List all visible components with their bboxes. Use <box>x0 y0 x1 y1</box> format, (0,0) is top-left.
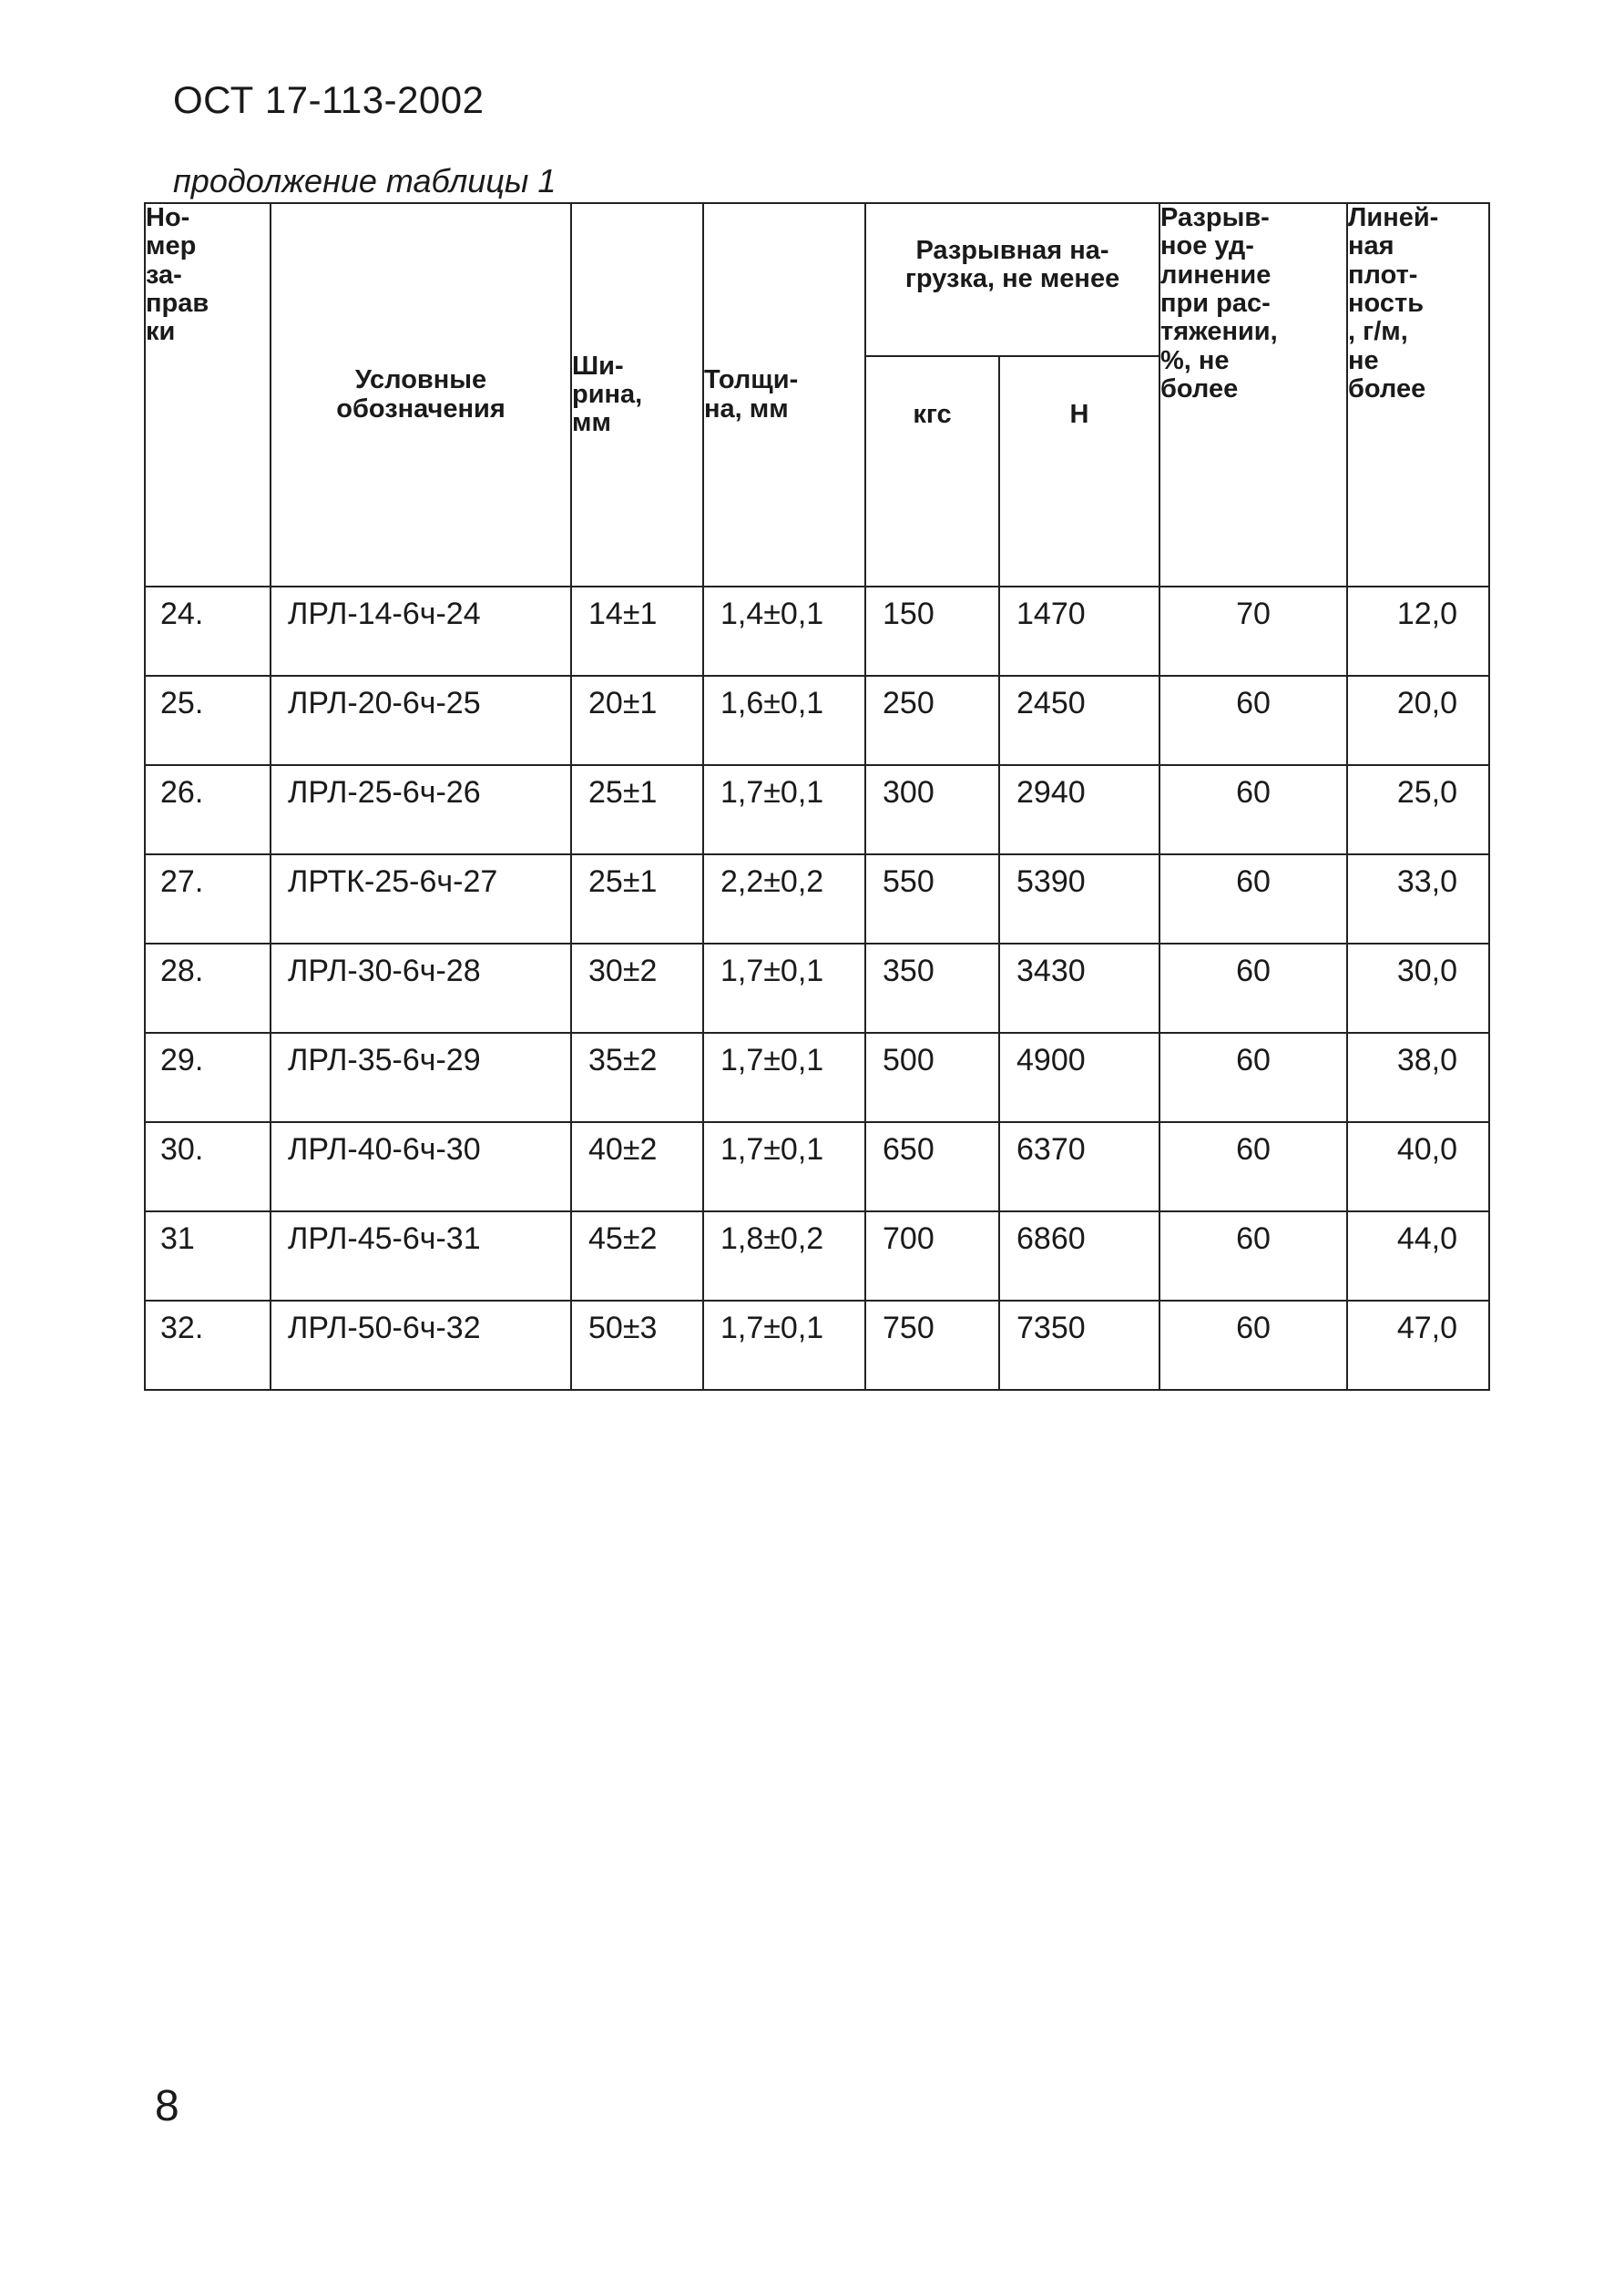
row-load-newton: 5390 <box>999 854 1159 944</box>
page-number: 8 <box>155 2082 179 2130</box>
row-load-newton: 2940 <box>999 765 1159 854</box>
row-load-newton: 6370 <box>999 1122 1159 1211</box>
table-row <box>145 1033 1489 1122</box>
header-breaking-load: Разрывная на- грузка, не менее <box>865 203 1159 356</box>
row-width: 35±2 <box>571 1033 703 1122</box>
row-load-kgf: 700 <box>865 1211 999 1301</box>
header-designation: Условные обозначения <box>271 203 571 587</box>
row-thickness: 1,7±0,1 <box>703 944 865 1033</box>
row-designation: ЛРЛ-20-6ч-25 <box>271 676 571 765</box>
table-row <box>145 765 1489 854</box>
row-linear-density: 40,0 <box>1347 1122 1489 1211</box>
row-elongation: 60 <box>1159 676 1347 765</box>
row-number: 24. <box>145 587 271 676</box>
table-row <box>145 944 1489 1033</box>
row-designation: ЛРЛ-40-6ч-30 <box>271 1122 571 1211</box>
table-row <box>145 587 1489 676</box>
row-thickness: 1,7±0,1 <box>703 765 865 854</box>
row-load-newton: 3430 <box>999 944 1159 1033</box>
row-linear-density: 30,0 <box>1347 944 1489 1033</box>
row-elongation: 70 <box>1159 587 1347 676</box>
row-elongation: 60 <box>1159 1211 1347 1301</box>
header-load-kgf: кгс <box>865 356 999 587</box>
table-continuation-caption: продолжение таблицы 1 <box>173 162 557 199</box>
row-thickness: 1,7±0,1 <box>703 1033 865 1122</box>
row-linear-density: 12,0 <box>1347 587 1489 676</box>
table-row <box>145 1122 1489 1211</box>
row-number: 29. <box>145 1033 271 1122</box>
row-width: 25±1 <box>571 854 703 944</box>
table-row <box>145 676 1489 765</box>
row-elongation: 60 <box>1159 944 1347 1033</box>
row-number: 30. <box>145 1122 271 1211</box>
table-row <box>145 1301 1489 1390</box>
row-elongation: 60 <box>1159 854 1347 944</box>
header-linear-density: Линей- ная плот- ность , г/м, не более <box>1347 203 1489 587</box>
row-load-kgf: 300 <box>865 765 999 854</box>
specification-table <box>144 202 1490 1391</box>
row-load-kgf: 150 <box>865 587 999 676</box>
row-linear-density: 47,0 <box>1347 1301 1489 1390</box>
row-width: 50±3 <box>571 1301 703 1390</box>
row-width: 20±1 <box>571 676 703 765</box>
row-elongation: 60 <box>1159 765 1347 854</box>
table-row <box>145 1211 1489 1301</box>
header-load-newton: Н <box>999 356 1159 587</box>
row-load-kgf: 250 <box>865 676 999 765</box>
row-thickness: 1,8±0,2 <box>703 1211 865 1301</box>
row-width: 45±2 <box>571 1211 703 1301</box>
row-load-newton: 1470 <box>999 587 1159 676</box>
row-number: 27. <box>145 854 271 944</box>
document-code: ОСТ 17-113-2002 <box>173 78 485 121</box>
header-thickness: Толщи- на, мм <box>703 203 865 587</box>
row-linear-density: 20,0 <box>1347 676 1489 765</box>
row-elongation: 60 <box>1159 1301 1347 1390</box>
row-designation: ЛРЛ-35-6ч-29 <box>271 1033 571 1122</box>
row-thickness: 2,2±0,2 <box>703 854 865 944</box>
row-elongation: 60 <box>1159 1122 1347 1211</box>
row-designation: ЛРТК-25-6ч-27 <box>271 854 571 944</box>
row-width: 25±1 <box>571 765 703 854</box>
row-thickness: 1,7±0,1 <box>703 1301 865 1390</box>
header-elongation: Разрыв- ное уд- линение при рас- тяжении, %, не более <box>1159 203 1347 587</box>
header-width: Ши- рина, мм <box>571 203 703 587</box>
row-number: 32. <box>145 1301 271 1390</box>
row-designation: ЛРЛ-25-6ч-26 <box>271 765 571 854</box>
row-designation: ЛРЛ-30-6ч-28 <box>271 944 571 1033</box>
row-linear-density: 38,0 <box>1347 1033 1489 1122</box>
row-thickness: 1,6±0,1 <box>703 676 865 765</box>
row-linear-density: 25,0 <box>1347 765 1489 854</box>
row-number: 28. <box>145 944 271 1033</box>
row-linear-density: 33,0 <box>1347 854 1489 944</box>
row-load-newton: 6860 <box>999 1211 1159 1301</box>
row-designation: ЛРЛ-14-6ч-24 <box>271 587 571 676</box>
row-load-kgf: 350 <box>865 944 999 1033</box>
row-width: 14±1 <box>571 587 703 676</box>
row-number: 31 <box>145 1211 271 1301</box>
row-load-newton: 2450 <box>999 676 1159 765</box>
row-load-kgf: 750 <box>865 1301 999 1390</box>
row-width: 40±2 <box>571 1122 703 1211</box>
row-thickness: 1,4±0,1 <box>703 587 865 676</box>
row-width: 30±2 <box>571 944 703 1033</box>
row-load-kgf: 550 <box>865 854 999 944</box>
row-number: 25. <box>145 676 271 765</box>
row-designation: ЛРЛ-45-6ч-31 <box>271 1211 571 1301</box>
row-load-kgf: 500 <box>865 1033 999 1122</box>
row-designation: ЛРЛ-50-6ч-32 <box>271 1301 571 1390</box>
row-elongation: 60 <box>1159 1033 1347 1122</box>
row-linear-density: 44,0 <box>1347 1211 1489 1301</box>
row-thickness: 1,7±0,1 <box>703 1122 865 1211</box>
row-number: 26. <box>145 765 271 854</box>
table-body <box>145 587 1489 1390</box>
row-load-newton: 4900 <box>999 1033 1159 1122</box>
header-number: Но- мер за- прав ки <box>145 203 271 587</box>
row-load-newton: 7350 <box>999 1301 1159 1390</box>
row-load-kgf: 650 <box>865 1122 999 1211</box>
table-row <box>145 854 1489 944</box>
